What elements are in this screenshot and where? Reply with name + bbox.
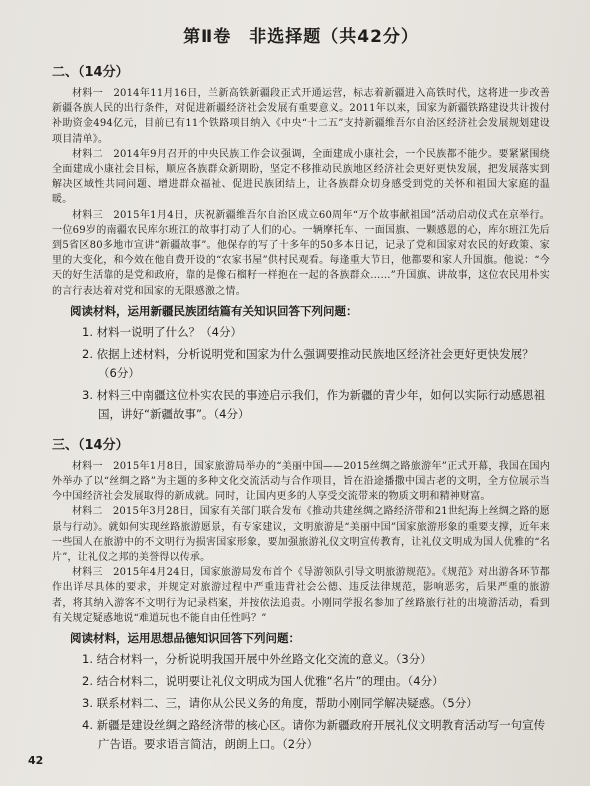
section-two-heading: 二、（14分） xyxy=(52,65,129,80)
section-two-question-2: 2. 依据上述材料，分析说明党和国家为什么强调要推动民族地区经济社会更好更快发展？（6分） xyxy=(82,346,534,380)
section-three-question-1: 1. 结合材料一，分析说明我国开展中外丝路文化交流的意义。（3分） xyxy=(82,652,432,667)
section-three-question-3: 3. 联系材料二、三，请你从公民义务的角度，帮助小刚同学解决疑惑。（5分） xyxy=(82,696,478,711)
page-number: 42 xyxy=(28,754,44,767)
section-two-question-1: 1. 材料一说明了什么？（4分） xyxy=(82,324,242,339)
section-two-material-2: 材料二 2014年9月召开的中央民族工作会议强调，全面建成小康社会，一个民族都不能少。要紧紧围绕全面建成小康社会目标，顺应各族群众新期盼，坚定不移推动民族地区经济社会更好更快发展，把发展落实到解决区域性共同问题、增进群众福祉、促进民族团结上，让各族群众切身感受到党的关怀和祖国大家庭的温暖。 xyxy=(52,148,550,206)
section-two-instruction: 阅读材料，运用新疆民族团结篇有关知识回答下列问题： xyxy=(70,303,358,318)
section-three-question-2: 2. 结合材料二，说明要让礼仪文明成为国人优雅“名片”的理由。（4分） xyxy=(82,674,444,689)
page-title: 第Ⅱ卷 非选择题（共42分） xyxy=(183,27,419,47)
section-two-material-3: 材料三 2015年1月4日，庆祝新疆维吾尔自治区成立60周年“万个故事献祖国”活动启动仪式在京举行。一位69岁的南疆农民库尔班江的故事打动了人们的心。一辆摩托车、一面国旗、一颗感恩的心，库尔班江先后到5省区80多地市宣讲“新疆故事”。他保存的写了十多年的50多本日记，记录了党和国家对农民的好政策、家里的大变化，和今效在他自费开设的“农家书屋”供村民观看。每逢重大节日，他都要和家人升国旗。他说：“今天的好生活靠的是党和政府，靠的是像石榴籽一样抱在一起的各族群众……”升国旗、讲故事，这位农民用朴实的言行表达着对党和国家的无限感激之情。 xyxy=(52,209,550,297)
section-two-material-1: 材料一 2014年11月16日，兰新高铁新疆段正式开通运营，标志着新疆进入高铁时代，这将进一步改善新疆各族人民的出行条件，对促进新疆经济社会发展有重要意义。2011年以来，国家为新疆铁路建设共计拨付补助资金494亿元，目前已有11个铁路项目纳入《中央“十二五”支持新疆维吾尔自治区经济社会发展规划建设项目清单》。 xyxy=(52,88,550,145)
section-three-heading: 三、（14分） xyxy=(52,437,129,453)
section-three-material-1: 材料一 2015年1月8日，国家旅游局举办的“美丽中国——2015丝绸之路旅游年”正式开幕，我国在国内外举办了以“丝绸之路”为主题的多种文化交流活动与合作项目，旨在沿途播撒中国古老的文明，全方位展示当今中国经济社会发展取得的新成就。同时，让国内更多的人享受交流带来的物质文明和精神财富。 xyxy=(52,460,550,503)
section-two-question-3: 3. 材料三中南疆这位朴实农民的事迹启示我们，作为新疆的青少年，如何以实际行动感恩祖国，讲好“新疆故事”。（4分） xyxy=(82,387,546,421)
section-two xyxy=(52,61,550,424)
section-three xyxy=(52,434,550,754)
section-three-material-3: 材料三 2015年4月24日，国家旅游局发布首个《导游领队引导文明旅游规范》。《规范》对出游各环节都作出详尽具体的要求，并规定对旅游过程中严重违背社会公德、违反法律规范，影响恶劣，后果严重的旅游者，将其纳入游客不文明行为记录档案，并按依法追责。小刚同学报名参加了丝路旅行社的出境游活动，看到有关规定疑惑地说“难道玩也不能自由任性吗？” xyxy=(52,567,550,624)
section-three-question-4: 4. 新疆是建设丝绸之路经济带的核心区。请你为新疆政府开展礼仪文明教育活动写一句宣传广告语。要求语言简洁，朗朗上口。（2分） xyxy=(82,718,546,752)
section-three-instruction: 阅读材料，运用思想品德知识回答下列问题： xyxy=(70,631,300,646)
section-three-material-2: 材料二 2015年3月28日，国家有关部门联合发布《推动共建丝绸之路经济带和21世纪海上丝绸之路的愿景与行动》。就如何实现丝路旅游愿景，有专家建议，文明旅游是“美丽中国”国家旅游形象的重要支撑，近年来一些国人在旅游中的不文明行为损害国家形象，要加强旅游礼仪文明宣传教育，让礼仪文明成为国人优雅的“名片”，让礼仪之邦的美誉得以传承。 xyxy=(52,506,550,564)
